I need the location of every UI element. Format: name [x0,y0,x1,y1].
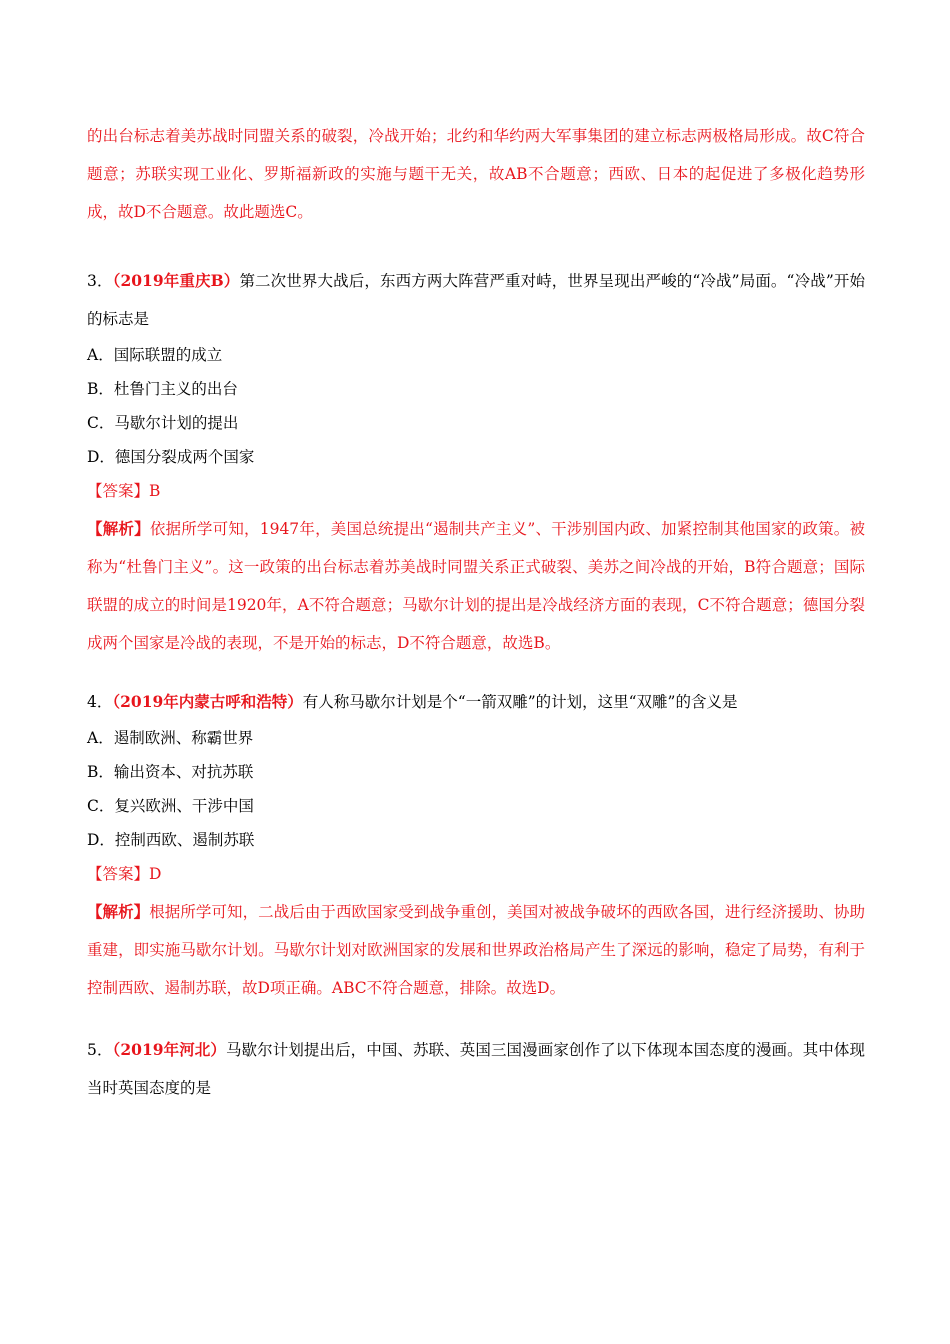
question-4-stem: 有人称马歇尔计划是个“一箭双雕”的计划，这里“双雕”的含义是 [302,693,738,711]
question-5-stem: 马歇尔计划提出后，中国、苏联、英国三国漫画家创作了以下体现本国态度的漫画。其中体现当时英国态度的是 [87,1041,865,1097]
question-4-explanation-text: 根据所学可知，二战后由于西欧国家受到战争重创，美国对被战争破坏的西欧各国，进行经济援助、协助重建，即实施马歇尔计划。马歇尔计划对欧洲国家的发展和世界政治格局产生了深远的影响，稳定了局势，有利于控制西欧、遏制苏联，故D项正确。ABC不符合题意，排除。故选D。 [87,903,865,997]
question-5-stem-line [87,1031,865,1107]
question-3-answer-label: 【答案】 [87,482,150,500]
question-4-answer [87,857,865,891]
intro-paragraph: 的出台标志着美苏战时同盟关系的破裂，冷战开始；北约和华约两大军事集团的建立标志两极格局形成。故C符合题意；苏联实现工业化、罗斯福新政的实施与题干无关，故AB不合题意；西欧、日本的起促进了多极化趋势形成，故D不合题意。故此题选C。 [87,127,865,221]
question-4-option-a: A．遏制欧洲、称霸世界 [87,729,254,747]
question-3-explanation-text: 依据所学可知，1947年，美国总统提出“遏制共产主义”、干涉别国内政、加紧控制其他国家的政策。被称为“杜鲁门主义”。这一政策的出台标志着苏美战时同盟关系正式破裂、美苏之间冷战的开始，B符合题意；国际联盟的成立的时间是1920年，A不符合题意；马歇尔计划的提出是冷战经济方面的表现，C不符合题意；德国分裂成两个国家是冷战的表现，不是开始的标志，D不符合题意，故选B。 [87,520,865,652]
question-3-source: （2019年重庆B） [112,271,240,290]
question-3-option-b: B．杜鲁门主义的出台 [87,380,238,398]
question-3-explanation [87,510,865,662]
question-5 [87,1031,865,1107]
question-4-number: 4． [87,693,113,711]
question-4-source: （2019年内蒙古呼和浩特） [112,692,303,711]
question-3-option-a: A．国际联盟的成立 [87,346,223,364]
question-3 [87,262,865,662]
question-3-explanation-label: 【解析】 [87,519,150,538]
question-4-explanation-label: 【解析】 [87,902,150,921]
question-5-source: （2019年河北） [112,1040,226,1059]
question-3-answer [87,474,865,508]
question-4-option-c: C．复兴欧洲、干涉中国 [87,797,254,815]
question-4-option-b: B．输出资本、对抗苏联 [87,763,254,781]
question-4-answer-label: 【答案】 [87,865,150,883]
question-5-number: 5． [87,1041,113,1059]
intro-explanation [87,117,865,231]
question-4-option-d: D．控制西欧、遏制苏联 [87,831,255,849]
question-3-stem-line [87,262,865,338]
question-3-number: 3． [87,272,113,290]
question-4-explanation [87,893,865,1007]
question-4-stem-line [87,683,865,721]
question-3-option-d: D．德国分裂成两个国家 [87,448,255,466]
question-4-answer-value: D [149,865,162,883]
question-4 [87,683,865,1007]
question-3-answer-value: B [149,482,161,500]
question-3-option-c: C．马歇尔计划的提出 [87,414,239,432]
question-3-stem: 第二次世界大战后，东西方两大阵营严重对峙，世界呈现出严峻的“冷战”局面。“冷战”开始的标志是 [87,272,865,328]
